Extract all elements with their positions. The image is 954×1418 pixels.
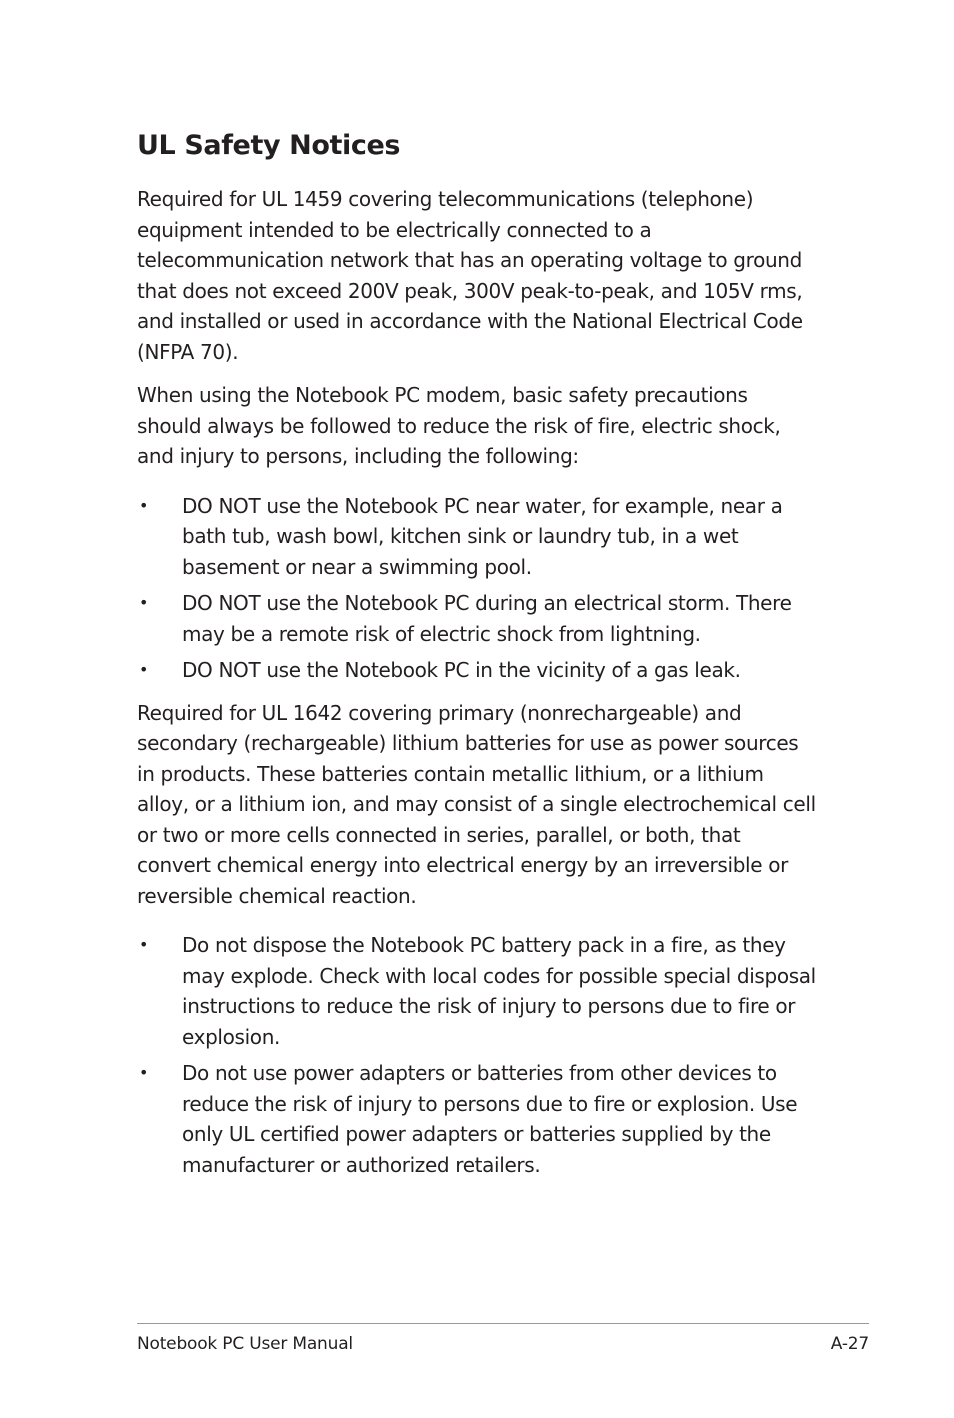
list-item (137, 1058, 817, 1180)
bullet-marker: • (139, 660, 149, 679)
list-item-text: DO NOT use the Notebook PC during an electrical storm. There may be a remote risk of electric shock from lightning. (182, 591, 792, 646)
list-item-text: Do not use power adapters or batteries from other devices to reduce the risk of injury to persons due to fire or explosion. Use only UL certified power adapters or batteries supplied by the manufacturer or authorized retailers. (182, 1061, 798, 1177)
bullet-marker: • (139, 495, 149, 515)
paragraph-ul1459: Required for UL 1459 covering telecommunications (telephone) equipment intended to be electrically connected to a telecommunication network that has an operating voltage to ground that does not exceed 200V peak, 300V peak-to-peak, and 105V rms, and installed or used in accordance with the National Electrical Code (NFPA 70). (137, 187, 803, 364)
footer-page-number: A-27 (830, 1334, 869, 1354)
bullet-marker: • (139, 593, 149, 612)
paragraph-ul1642: Required for UL 1642 covering primary (nonrechargeable) and secondary (rechargeable) lithium batteries for use as power sources in products. These batteries contain metallic lithium, or a lithium alloy, or a lithium ion, and may consist of a single electrochemical cell or two or more cells connected in series, parallel, or both, that convert chemical energy into electrical energy by an irreversible or reversible chemical reaction. (137, 700, 816, 908)
bullet-marker: • (139, 935, 149, 954)
list-item (137, 491, 817, 583)
paragraph-modem-precautions: When using the Notebook PC modem, basic safety precautions should always be followed to reduce the risk of fire, electric shock, and injury to persons, including the following: (137, 383, 781, 468)
page-title: UL Safety Notices (137, 130, 401, 161)
list-item-text: DO NOT use the Notebook PC in the vicinity of a gas leak. (182, 658, 741, 682)
list-item-text: DO NOT use the Notebook PC near water, for example, near a bath tub, wash bowl, kitchen sink or laundry tub, in a wet basement or near a swimming pool. (182, 493, 783, 579)
page-content (137, 126, 817, 1192)
modem-safety-list (137, 491, 817, 686)
list-item (137, 655, 817, 686)
footer-manual-title: Notebook PC User Manual (137, 1334, 353, 1354)
list-item (137, 588, 817, 649)
list-item-text: Do not dispose the Notebook PC battery pack in a fire, as they may explode. Check with local codes for possible special disposal instructions to reduce the risk of injury to persons due to fire or explosion. (182, 933, 816, 1049)
bullet-marker: • (139, 1063, 149, 1082)
battery-safety-list (137, 930, 817, 1180)
footer-divider (137, 1323, 869, 1324)
list-item (137, 930, 817, 1052)
